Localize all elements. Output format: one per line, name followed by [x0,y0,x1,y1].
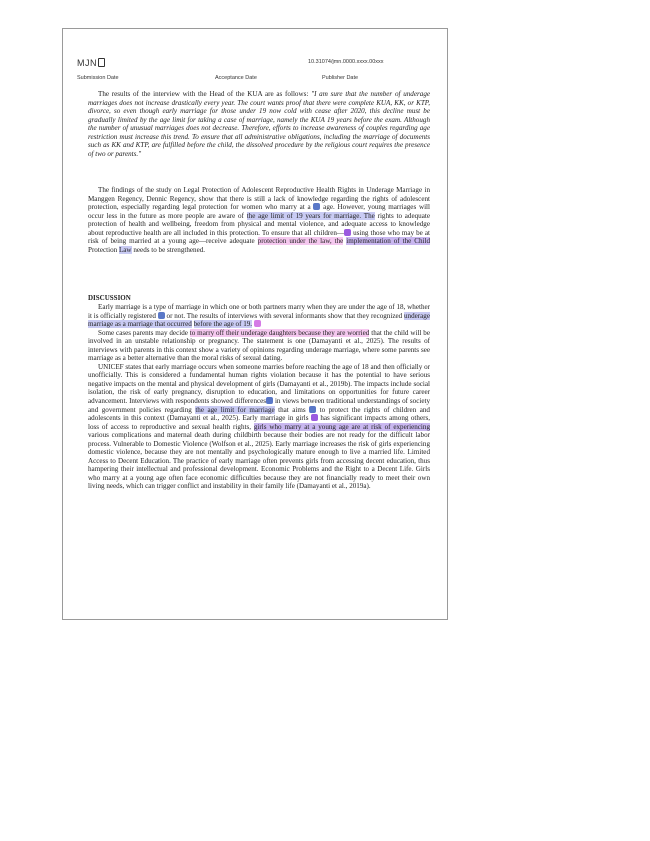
logo-mark-icon [98,58,105,67]
discussion-text-2a: Some cases parents may decide [98,328,188,337]
annotation-marker-icon[interactable] [309,406,316,413]
discussion-block [88,303,430,491]
highlight-implementation[interactable]: implementation of the Child [346,237,430,246]
discussion-paragraph-1 [88,303,430,329]
interview-intro: The results of the interview with the Head of the KUA are as follows: [98,90,309,98]
journal-logo [77,58,105,68]
interview-block [88,90,430,158]
interview-quote: "I am sure that the number of underage marriages does not increase drastically every year. The court wants proof that there were complete KUA, KK, or KTP, divorce, so even though early marriage for those under 19 now cold with cease after 2020, this decline must be gradually limited by the age limit for taking a case of marriage, namely the KUA 19 years before the exam. Although the number of unusual marriages does not decrease. Therefore, efforts to increase awareness of couples regarding age restriction must increase this trend. To ensure that all administrative obligations, including the marriage of documents such as KK and KTP, are fulfilled before the child, the dissolved procedure by the religious court requires the presence of two or parents." [88,90,431,158]
annotation-marker-icon[interactable] [313,203,320,210]
discussion-text-3d: that aims [278,405,306,414]
discussion-heading: DISCUSSION [88,294,131,302]
annotation-marker-icon[interactable] [311,414,318,421]
findings-text-e: using those who may be at risk of being married at a young age—receive adequate [88,228,430,246]
discussion-text-1a: Early marriage is a type of marriage in which one or both partners marry when they are under the age of 18, whether it is officially registered [88,303,430,320]
discussion-text-3a: UNICEF states that early marriage occurs when someone marries before reaching the age of 18 and then officially or unofficially. This is considered a fundamental human rights violation because it has the potential to have serious negative impacts on the mental and physical development of girls (Damayanti et al., 2019b). The impacts include social isolation, the risk of early pregnancy, disruption to education, and limitations on opportunities for future career advancement. Interviews with respondents showed differences [88,362,430,406]
discussion-paragraph-3 [88,363,430,491]
discussion-text-3b: in views between traditional understandings of society and government policies regarding [88,397,430,414]
findings-block [88,186,430,254]
discussion-text-3f: has significant impacts among others, loss of access to reproductive and sexual health rights, [88,414,430,431]
doi-text: 10.31074/jmn.0000.xxxx.00xxx [308,59,384,65]
findings-text-j: needs to be strengthened. [133,245,206,254]
interview-paragraph [88,90,430,158]
findings-text-d: rights to adequate protection of health and wellbeing, freedom from physical and mental violence, and adequate access to knowledge about reproductive health are all included in this protection. To ensure that all children— [88,211,430,237]
highlight-age-limit-marriage[interactable]: the age limit for marriage [195,405,275,414]
journal-logo-text: MJN [77,58,97,68]
publisher-date-label: Publisher Date [322,75,359,81]
highlight-protection-law[interactable]: protection under the law, the [257,237,344,246]
highlight-underage-definition[interactable]: underage marriage as a marriage that occurred [88,311,430,329]
findings-text-b: age. However, young marriages will occur less in the future as more people are aware of [88,203,430,220]
discussion-text-1b: or not. The results of interviews with several informants show that they recognized [166,311,403,320]
highlight-law[interactable]: Law [118,245,132,254]
highlight-parents-worried[interactable]: to marry off their underage daughters because they are worried [189,328,370,337]
annotation-marker-icon[interactable] [266,397,273,404]
findings-text-h: Protection [88,245,118,254]
highlight-age-limit[interactable]: the age limit of 19 years for marriage. The [246,211,375,220]
discussion-text-3h: various complications and maternal death during childbirth because their bodies are not ready for the difficult labor process. Vulnerable to Domestic Violence (Wolfson et al., 2025). Early marriage increases the risk of girls experiencing domestic violence, because they are not mentally and psychologically mature enough to live a married life. Limited Access to Decent Education. The practice of early marriage often prevents girls from accessing decent education, thus hampering their intellectual and professional development. Economic Problems and the Right to a Decent Life. Girls who marry at a young age often face economic difficulties because they are not financially ready to meet their own living needs, which can trigger conflict and instability in their family life (Damayanti et al., 2019a). [88,431,430,491]
discussion-text-3e: to protect the rights of children and adolescents in this context (Damayanti et al., 2025). Early marriage in girls [88,405,430,423]
annotation-marker-icon[interactable] [254,320,261,327]
discussion-paragraph-2 [88,329,430,363]
findings-paragraph [88,186,430,254]
findings-text-a: The findings of the study on Legal Protection of Adolescent Reproductive Health Rights in Underage Marriage in Manggen Regency, Dennic Regency, show that there is still a lack of knowledge regarding the rights of adolescent protection, especially regarding legal protection for women who marry at a [88,186,430,212]
submission-date-label: Submission Date [77,75,119,81]
highlight-girls-risk[interactable]: girls who marry at a young age are at risk of experiencing [253,422,430,431]
annotation-marker-icon[interactable] [158,312,165,319]
annotation-marker-icon[interactable] [344,229,351,236]
highlight-age-19[interactable]: before the age of 19. [193,320,253,329]
discussion-text-2c: that the child will be involved in an unstable relationship or pregnancy. The statement is one (Damayanti et al., 2025). The results of interviews with parents in this context show a variety of opinions regarding underage marriage, where some parents see marriage as a better alternative than the moral risks of sexual dating. [88,328,430,363]
acceptance-date-label: Acceptance Date [215,75,257,81]
